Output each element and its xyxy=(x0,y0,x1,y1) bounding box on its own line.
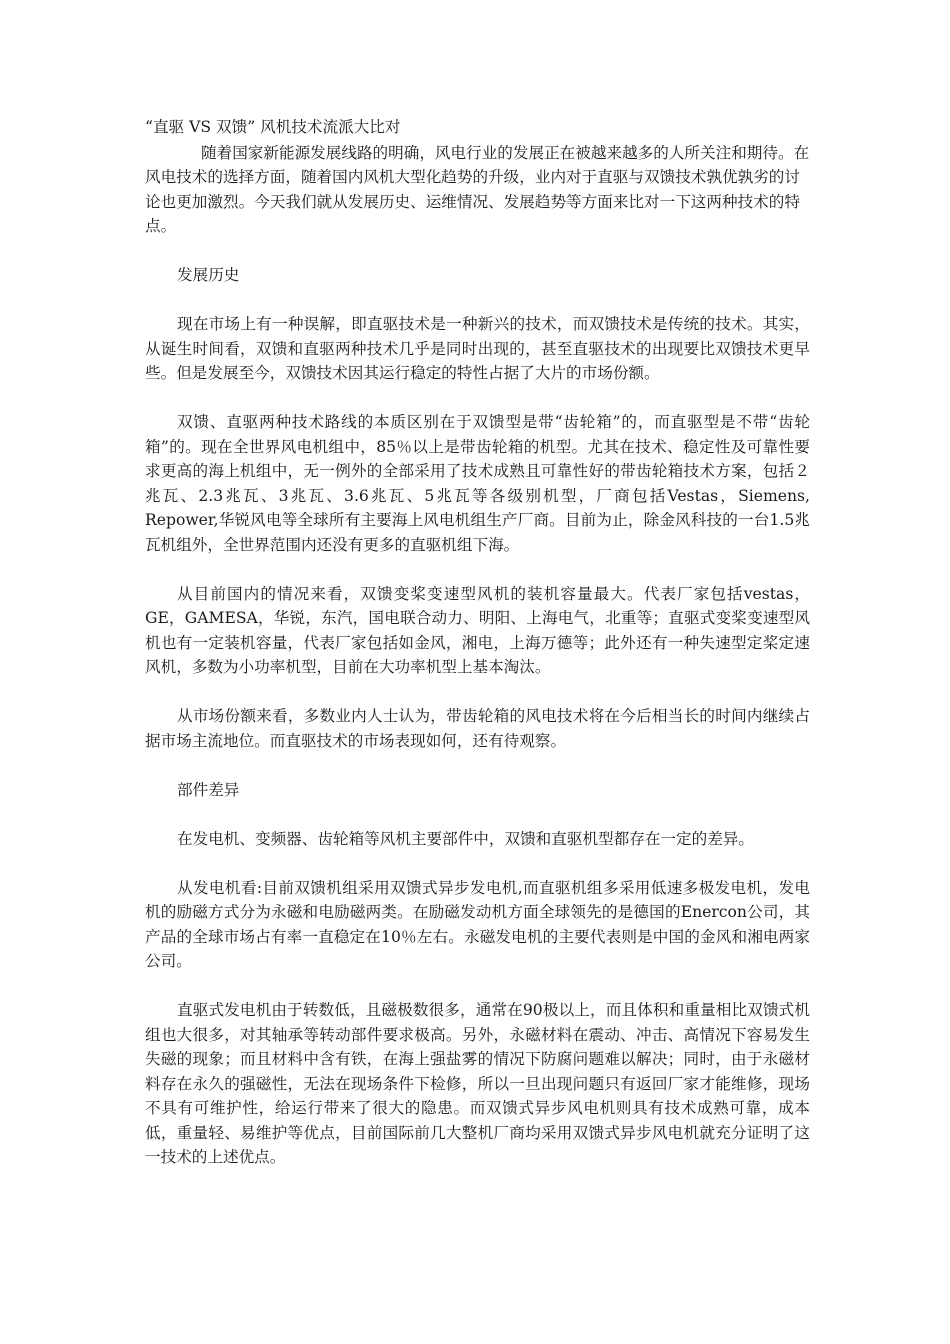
body-paragraph: 从目前国内的情况来看，双馈变桨变速型风机的装机容量最大。代表厂家包括vestas，GE，GAMESA，华锐，东汽，国电联合动力、明阳、上海电气，北重等；直驱式变桨变速型风机也有一定装机容量，代表厂家包括如金风，湘电，上海万德等；此外还有一种失速型定桨定速风机，多数为小功率机型，目前在大功率机型上基本淘汰。 xyxy=(145,584,810,676)
section-heading-history: 发展历史 xyxy=(177,266,240,284)
document-page xyxy=(145,115,810,1194)
section-heading-components: 部件差异 xyxy=(177,780,240,799)
spacer xyxy=(145,239,810,264)
body-paragraph: 现在市场上有一种误解，即直驱技术是一种新兴的技术，而双馈技术是传统的技术。其实，从诞生时间看，双馈和直驱两种技术几乎是同时出现的，甚至直驱技术的出现要比双馈技术更早些。但是发展至今，双馈技术因其运行稳定的特性占据了大片的市场份额。 xyxy=(145,315,810,382)
body-paragraph: 在发电机、变频器、齿轮箱等风机主要部件中，双馈和直驱机型都存在一定的差异。 xyxy=(177,829,754,848)
intro-paragraph: 随着国家新能源发展线路的明确，风电行业的发展正在被越来越多的人所关注和期待。在风电技术的选择方面，随着国内风机大型化趋势的升级，业内对于直驱与双馈技术孰优孰劣的讨论也更加激烈。今天我们就从发展历史、运维情况、发展趋势等方面来比对一下这两种技术的特点。 xyxy=(145,143,810,235)
document-title: “直驱 VS 双馈” 风机技术流派大比对 xyxy=(145,118,401,136)
body-paragraph: 从市场份额来看，多数业内人士认为，带齿轮箱的风电技术将在今后相当长的时间内继续占据市场主流地位。而直驱技术的市场表现如何，还有待观察。 xyxy=(145,707,810,750)
body-paragraph: 双馈、直驱两种技术路线的本质区别在于双馈型是带“齿轮箱”的，而直驱型是不带“齿轮箱”的。现在全世界风电机组中，85％以上是带齿轮箱的机型。尤其在技术、稳定性及可靠性要求更高的海上机组中，无一例外的全部采用了技术成熟且可靠性好的带齿轮箱技术方案，包括２兆瓦、2.3兆瓦、3兆瓦、3.6兆瓦、5兆瓦等各级别机型，厂商包括Vestas，Siemens, Repower,华锐风电等全球所有主要海上风电机组生产厂商。目前为止，除金风科技的一台1.5兆瓦机组外，全世界范围内还没有更多的直驱机组下海。 xyxy=(145,413,810,554)
body-paragraph: 直驱式发电机由于转数低，且磁极数很多，通常在90极以上，而且体积和重量相比双馈式机组也大很多，对其轴承等转动部件要求极高。另外，永磁材料在震动、冲击、高情况下容易发生失磁的现象；而且材料中含有铁，在海上强盐雾的情况下防腐问题难以解决；同时，由于永磁材料存在永久的强磁性，无法在现场条件下检修，所以一旦出现问题只有返回厂家才能维修，现场不具有可维护性，给运行带来了很大的隐患。而双馈式异步风电机则具有技术成熟可靠，成本低，重量轻、易维护等优点，目前国际前几大整机厂商均采用双馈式异步风电机就充分证明了这一技术的上述优点。 xyxy=(145,1001,810,1166)
body-paragraph: 从发电机看:目前双馈机组采用双馈式异步发电机,而直驱机组多采用低速多极发电机，发电机的励磁方式分为永磁和电励磁两类。在励磁发动机方面全球领先的是德国的Enercon公司，其产品的全球市场占有率一直稳定在10％左右。永磁发电机的主要代表则是中国的金风和湘电两家公司。 xyxy=(145,878,810,970)
